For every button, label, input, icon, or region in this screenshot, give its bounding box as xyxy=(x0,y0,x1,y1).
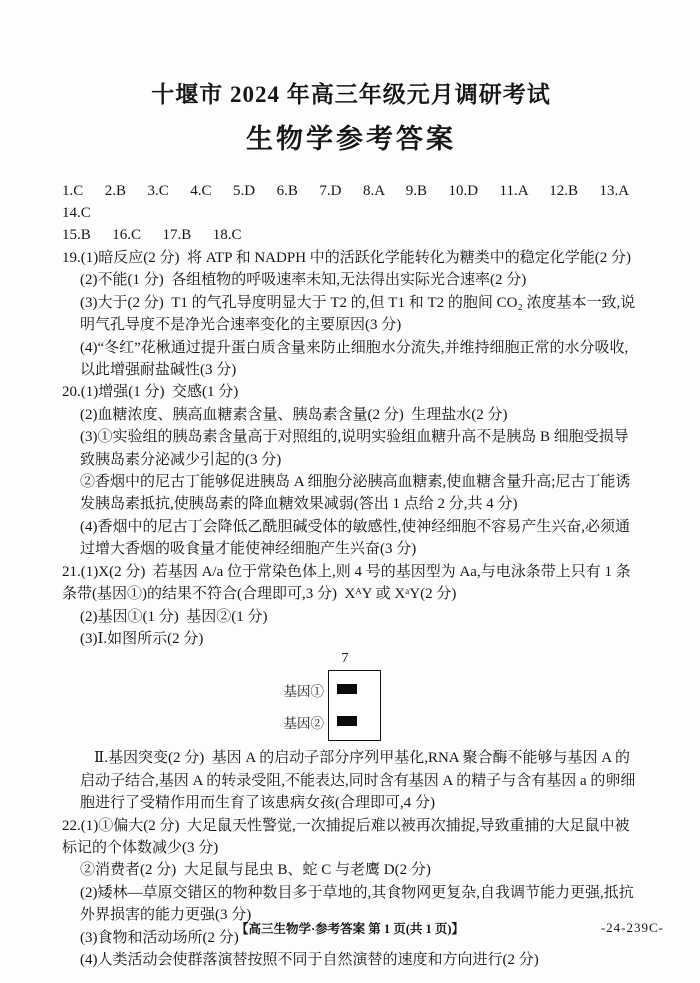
answer-paragraph: (2)血糖浓度、胰高血糖素含量、胰岛素含量(2 分) 生理盐水(2 分) xyxy=(80,406,508,423)
document-content xyxy=(62,76,650,971)
answer-paragraph: (3)食物和活动场所(2 分) xyxy=(80,929,239,946)
gene-1-label: 基因① xyxy=(283,684,324,700)
answer-paragraph: (4)人类活动会使群落演替按照不同于自然演替的速度和方向进行(2 分) xyxy=(80,951,539,968)
gel-box xyxy=(328,670,381,741)
gel-electrophoresis-figure xyxy=(280,653,440,745)
page-footer xyxy=(0,919,700,937)
gel-band-gene-1 xyxy=(337,684,357,694)
footer-paper-code: -24-239C- xyxy=(600,920,664,935)
answer-paragraph: (2)基因①(1 分) 基因②(1 分) xyxy=(80,608,268,625)
answer-paragraph: 19.(1)暗反应(2 分) 将 ATP 和 NADPH 中的活跃化学能转化为糖类中的稳定化学能(2 分) xyxy=(62,250,632,266)
gene-2-label: 基因② xyxy=(283,716,324,732)
answer-paragraph: Ⅱ.基因突变(2 分) 基因 A 的启动子部分序列甲基化,RNA 聚合酶不能够与基因 A 的启动子结合,基因 A 的转录受阻,不能表达,同时含有基因 A 的精子与含有基因 a 的卵细胞进行了受精作用而生育了该患病女孩(合理即可,4 分) xyxy=(80,750,636,812)
answer-paragraph: 21.(1)X(2 分) 若基因 A/a 位于常染色体上,则 4 号的基因型为 Aa,与电泳条带上只有 1 条条带(基因①)的结果不符合(合理即可,3 分) XᴬY 或 XᵃY(2 分) xyxy=(62,563,631,603)
answer-paragraph: (3)大于(2 分) T1 的气孔导度明显大于 T2 的,但 T1 和 T2 的胞间 CO₂ 浓度基本一致,说明气孔导度不是净光合速率变化的主要原因(3 分) xyxy=(80,294,636,334)
answer-paragraph: (3)Ⅰ.如图所示(2 分) xyxy=(80,630,204,647)
footer-page-info: 【高三生物学·参考答案 第 1 页(共 1 页)】 xyxy=(235,922,465,936)
answer-paragraph: (2)不能(1 分) 各组植物的呼吸速率未知,无法得出实际光合速率(2 分) xyxy=(80,272,527,289)
answer-paragraph: 20.(1)增强(1 分) 交感(1 分) xyxy=(62,384,239,401)
answer-paragraph: (4)“冬红”花楸通过提升蛋白质含量来防止细胞水分流失,并维持细胞正常的水分吸收,以此增强耐盐碱性(3 分) xyxy=(80,339,629,379)
answer-paragraph: (4)香烟中的尼古丁会降低乙酰胆碱受体的敏感性,使神经细胞不容易产生兴奋,必须通过增大香烟的吸食量才能使神经细胞产生兴奋(3 分) xyxy=(80,518,630,558)
free-response-answers xyxy=(62,247,640,971)
mc-answers-line-1: 1.C 2.B 3.C 4.C 5.D 6.B 7.D 8.A 9.B 10.D 11.A 12.B 13.A 14.C xyxy=(62,183,650,221)
answer-paragraph: ②香烟中的尼古丁能够促进胰岛 A 细胞分泌胰高血糖素,使血糖含量升高;尼古丁能诱发胰岛素抵抗,使胰岛素的降血糖效果减弱(答出 1 点给 2 分,共 4 分) xyxy=(80,474,631,513)
answer-paragraph: ②消费者(2 分) 大足鼠与昆虫 B、蛇 C 与老鹰 D(2 分) xyxy=(80,862,431,879)
gel-lane-number: 7 xyxy=(341,651,349,667)
mc-answers-line-2: 15.B 16.C 17.B 18.C xyxy=(62,227,242,243)
exam-title: 十堰市 2024 年高三年级元月调研考试 xyxy=(151,82,551,107)
answer-paragraph: (3)①实验组的胰岛素含量高于对照组的,说明实验组血糖升高不是胰岛 B 细胞受损导致胰岛素分泌减少引起的(3 分) xyxy=(80,429,629,468)
multiple-choice-answers xyxy=(62,180,650,246)
answer-paragraph: (2)矮林—草原交错区的物种数目多于草地的,其食物网更复杂,自我调节能力更强,抵抗外界损害的能力更强(3 分) xyxy=(80,884,634,924)
gel-band-gene-2 xyxy=(337,716,357,726)
answer-key-subtitle: 生物学参考答案 xyxy=(246,124,456,154)
answer-paragraph: 22.(1)①偏大(2 分) 大足鼠天性警觉,一次捕捉后难以被再次捕捉,导致重捕的大足鼠中被标记的个体数减少(3 分) xyxy=(62,817,630,856)
